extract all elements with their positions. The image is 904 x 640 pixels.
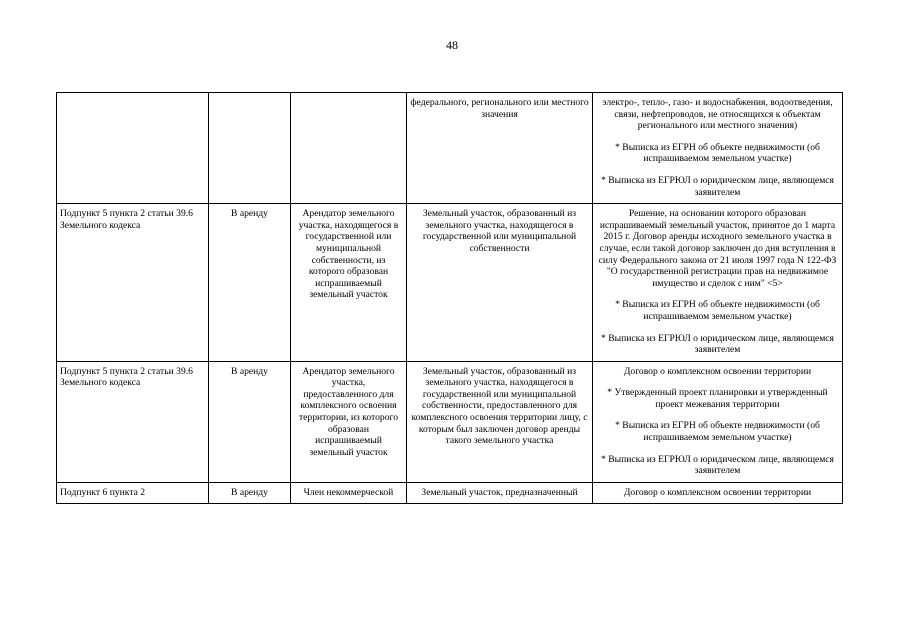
document-table [56, 92, 843, 504]
document-item: * Выписка из ЕГРЮЛ о юридическом лице, являющемся заявителем [601, 174, 834, 198]
table-row [57, 361, 843, 482]
applicant-cell: Арендатор земельного участка, предоставленного для комплексного освоения территории, из которого образован испрашиваемый земельный участок [291, 361, 407, 482]
land-plot-cell: федерального, регионального или местного значения [407, 93, 593, 204]
table-row [57, 482, 843, 503]
provision-type-cell: В аренду [209, 482, 291, 503]
applicant-cell: Член некоммерческой [291, 482, 407, 503]
document-item: Договор о комплексном освоении территории [623, 365, 812, 377]
documents-cell [593, 482, 843, 503]
legal-basis-cell: Подпункт 5 пункта 2 статьи 39.6 Земельного кодекса [57, 361, 209, 482]
land-plot-cell: Земельный участок, предназначенный [407, 482, 593, 503]
document-item: * Выписка из ЕГРН об объекте недвижимости (об испрашиваемом земельном участке) [615, 141, 820, 165]
table-row [57, 93, 843, 204]
document-item: Договор о комплексном освоении территории [623, 486, 812, 498]
land-plot-cell: Земельный участок, образованный из земельного участка, находящегося в государственной или муниципальной собственности, предоставленного для комплексного освоения территории лицу, с которым был заключен договор аренды такого земельного участка [407, 361, 593, 482]
document-item: * Выписка из ЕГРЮЛ о юридическом лице, являющемся заявителем [601, 453, 834, 477]
document-item: электро-, тепло-, газо- и водоснабжения, водоотведения, связи, нефтепроводов, не относящихся к объектам регионального или местного значения) [602, 97, 833, 132]
applicant-cell [291, 93, 407, 204]
documents-cell [593, 204, 843, 362]
legal-basis-cell [57, 93, 209, 204]
document-item: * Утвержденный проект планировки и утвержденный проект межевания территории [607, 387, 828, 410]
provision-type-cell [209, 93, 291, 204]
table-row [57, 204, 843, 362]
document-item: Решение, на основании которого образован испрашиваемый земельный участок, принятое до 1 марта 2015 г. Договор аренды исходного земельного участка в случае, если такой договор заключен до дня вступления в силу Федерального закона от 21 июля 1997 года N 122-ФЗ "О государственной регистрации прав на недвижимое имущество и сделок с ним" <5> [598, 208, 837, 289]
provision-type-cell: В аренду [209, 361, 291, 482]
document-item: * Выписка из ЕГРН об объекте недвижимости (об испрашиваемом земельном участке) [615, 420, 820, 444]
documents-cell [593, 361, 843, 482]
applicant-cell: Арендатор земельного участка, находящегося в государственной или муниципальной собственности, из которого образован испрашиваемый земельный участок [291, 204, 407, 362]
documents-cell [593, 93, 843, 204]
document-item: * Выписка из ЕГРН об объекте недвижимости (об испрашиваемом земельном участке) [615, 299, 820, 322]
page-number: 48 [446, 38, 458, 52]
document-item: * Выписка из ЕГРЮЛ о юридическом лице, являющемся заявителем [601, 332, 834, 356]
land-plot-cell: Земельный участок, образованный из земельного участка, находящегося в государственной или муниципальной собственности [407, 204, 593, 362]
legal-basis-cell: Подпункт 6 пункта 2 [57, 482, 209, 503]
legal-basis-cell: Подпункт 5 пункта 2 статьи 39.6 Земельного кодекса [57, 204, 209, 362]
provision-type-cell: В аренду [209, 204, 291, 362]
